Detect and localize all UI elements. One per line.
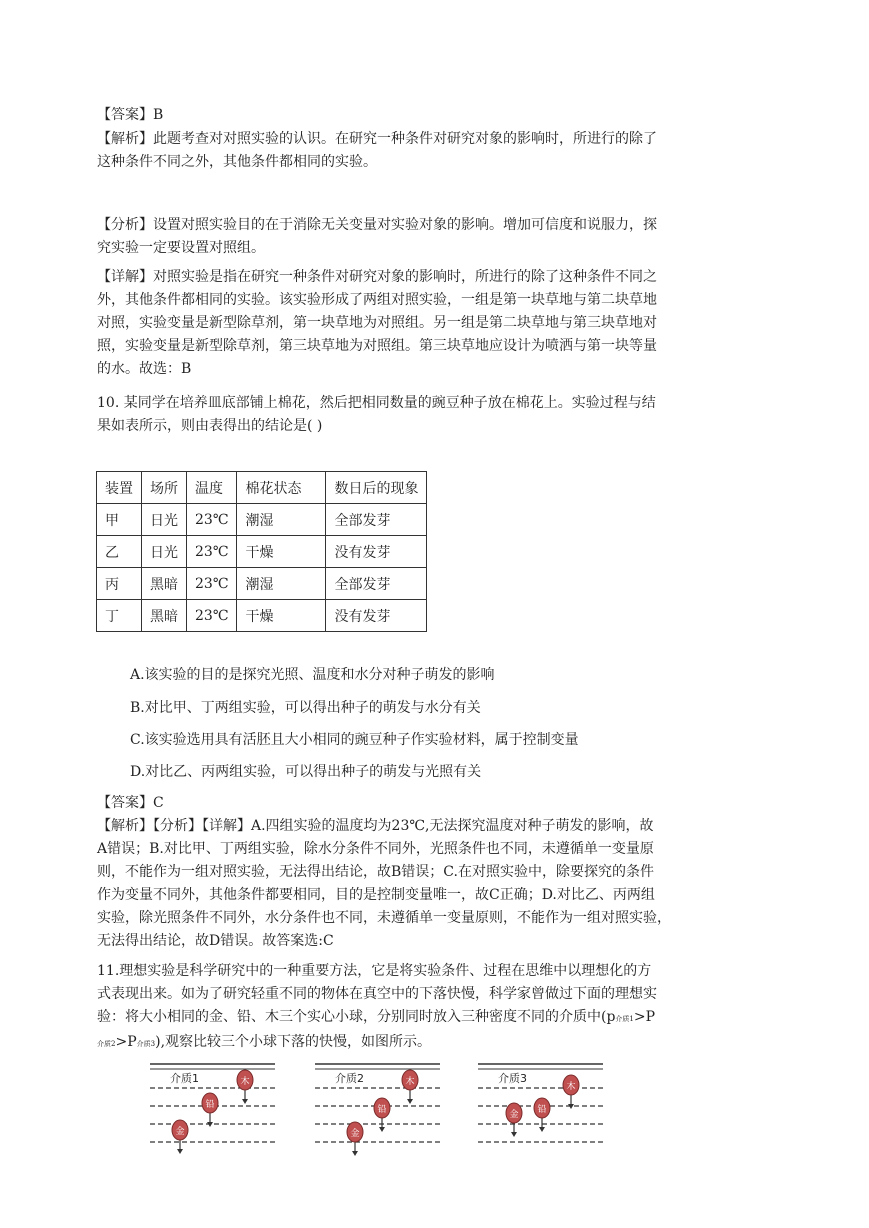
- q9-explanation: [97, 128, 777, 174]
- medium-label: 介质3: [498, 1072, 527, 1085]
- text-run: >P: [115, 1034, 137, 1050]
- table-cell: 全部发芽: [326, 504, 427, 536]
- table-cell: 黑暗: [142, 568, 187, 600]
- table-cell: 23℃: [187, 568, 237, 600]
- table-cell: 丙: [97, 568, 142, 600]
- ball-label: 木: [566, 1082, 576, 1092]
- table-row: [97, 568, 427, 600]
- text-line: 这种条件不同之外，其他条件都相同的实验。: [97, 154, 377, 170]
- table-header-cell: 温度: [187, 472, 237, 504]
- text-line: A错误；B.对比甲、丁两组实验，除水分条件不同外，光照条件也不同，未遵循单一变量原: [97, 841, 654, 857]
- ball-label: 木: [405, 1077, 415, 1087]
- fall-arrow-head: [352, 1151, 358, 1156]
- text-run: 验：将大小相同的金、铅、木三个实心小球，分别同时放入三种密度不同的介质中(p: [97, 1009, 616, 1025]
- ball-label: 金: [509, 1110, 519, 1120]
- ball-label: 木: [240, 1077, 250, 1087]
- ball-label: 金: [350, 1129, 360, 1139]
- q10-option-d: D.对比乙、丙两组实验，可以得出种子的萌发与光照有关: [130, 764, 482, 780]
- text-line: [97, 1031, 777, 1056]
- table-header-cell: 装置: [97, 472, 142, 504]
- table-cell: 没有发芽: [326, 536, 427, 568]
- text-run: ,观察比较三个小球下落的快慢，如图所示。: [160, 1034, 432, 1050]
- table-cell: 23℃: [187, 536, 237, 568]
- text-line: 究实验一定要设置对照组。: [97, 240, 265, 256]
- q9-answer: 【答案】B: [97, 107, 164, 123]
- table-row: [97, 504, 427, 536]
- table-cell: 日光: [142, 504, 187, 536]
- q10-option-b: B.对比甲、丁两组实验，可以得出种子的萌发与水分有关: [130, 700, 481, 716]
- table-cell: 乙: [97, 536, 142, 568]
- table-cell: 甲: [97, 504, 142, 536]
- q10-explanation: [97, 815, 777, 953]
- text-line: [97, 1006, 777, 1031]
- text-line: 式表现出来。如为了研究轻重不同的物体在真空中的下落快慢，科学家曾做过下面的理想实: [97, 986, 657, 1002]
- fall-arrow-head: [177, 1149, 183, 1154]
- text-line: 果如表所示，则由表得出的结论是( ): [97, 418, 323, 434]
- table-cell: 23℃: [187, 600, 237, 632]
- text-run: >P: [633, 1009, 656, 1025]
- q10-answer: 【答案】C: [97, 795, 164, 811]
- ball-label: 铅: [205, 1100, 215, 1110]
- table-cell: 潮湿: [237, 568, 326, 600]
- ball-label: 铅: [537, 1105, 547, 1115]
- table-cell: 干燥: [237, 536, 326, 568]
- fall-arrow-head: [379, 1127, 385, 1132]
- text-line: 10. 某同学在培养皿底部铺上棉花，然后把相同数量的豌豆种子放在棉花上。实验过程与结: [97, 395, 656, 411]
- table-header-row: [97, 472, 427, 504]
- text-line: 作为变量不同外，其他条件都要相同，目的是控制变量唯一，故C正确；D.对比乙、丙两组: [97, 887, 655, 903]
- text-line: 对照，实验变量是新型除草剂，第一块草地为对照组。另一组是第二块草地与第三块草地对: [97, 315, 657, 331]
- text-line: 实验，除光照条件不同外，水分条件也不同，未遵循单一变量原则，不能作为一组对照实验，: [97, 910, 671, 926]
- rho-subscript: 介质2: [97, 1040, 116, 1048]
- table-row: [97, 600, 427, 632]
- falling-balls-figure: [150, 1058, 630, 1168]
- table-cell: 23℃: [187, 504, 237, 536]
- q10-table: [96, 471, 427, 632]
- ball-label: 铅: [377, 1105, 387, 1115]
- text-line: 【解析】此题考查对对照实验的认识。在研究一种条件对研究对象的影响时，所进行的除了: [97, 131, 657, 147]
- ball-label: 金: [175, 1127, 185, 1137]
- rho-subscript: 介质3: [136, 1040, 156, 1048]
- medium-label: 介质2: [335, 1072, 364, 1085]
- text-line: 11.理想实验是科学研究中的一种重要方法，它是将实验条件、过程在思维中以理想化的方: [97, 963, 652, 979]
- q10-stem: [97, 392, 777, 438]
- text-line: 【解析】【分析】【详解】A.四组实验的温度均为23℃,无法探究温度对种子萌发的影响，故: [97, 818, 654, 834]
- fall-arrow-head: [511, 1132, 517, 1137]
- table-row: [97, 536, 427, 568]
- q10-option-c: C.该实验选用具有活胚且大小相同的豌豆种子作实验材料，属于控制变量: [130, 732, 579, 748]
- text-line: 照，实验变量是新型除草剂，第三块草地为对照组。第三块草地应设计为喷洒与第一块等量: [97, 338, 657, 354]
- table-header-cell: 场所: [142, 472, 187, 504]
- fall-arrow-head: [242, 1099, 248, 1104]
- medium-label: 介质1: [170, 1072, 199, 1085]
- text-line: 【详解】对照实验是指在研究一种条件对研究对象的影响时，所进行的除了这种条件不同之: [97, 269, 657, 285]
- table-cell: 全部发芽: [326, 568, 427, 600]
- rho-subscript: 介质1: [615, 1015, 634, 1023]
- table-cell: 潮湿: [237, 504, 326, 536]
- text-run: ): [155, 1034, 161, 1050]
- table-header-cell: 数日后的现象: [326, 472, 427, 504]
- q9-analysis: [97, 214, 777, 260]
- text-line: 的水。故选：B: [97, 361, 192, 377]
- text-line: 【分析】设置对照实验目的在于消除无关变量对实验对象的影响。增加可信度和说服力，探: [97, 217, 657, 233]
- table-cell: 黑暗: [142, 600, 187, 632]
- text-line: 无法得出结论，故D错误。故答案选:C: [97, 933, 334, 949]
- table-header-cell: 棉花状态: [237, 472, 326, 504]
- q9-detail: [97, 266, 777, 381]
- fall-arrow-head: [539, 1127, 545, 1132]
- table-cell: 日光: [142, 536, 187, 568]
- table-cell: 丁: [97, 600, 142, 632]
- table-cell: 干燥: [237, 600, 326, 632]
- fall-arrow-head: [407, 1099, 413, 1104]
- text-line: 则，不能作为一组对照实验，无法得出结论，故B错误；C.在对照实验中，除要探究的条件: [97, 864, 654, 880]
- table-cell: 没有发芽: [326, 600, 427, 632]
- q11-stem: [97, 960, 777, 1056]
- q10-option-a: A.该实验的目的是探究光照、温度和水分对种子萌发的影响: [130, 667, 495, 683]
- text-line: 外，其他条件都相同的实验。该实验形成了两组对照实验，一组是第一块草地与第二块草地: [97, 292, 657, 308]
